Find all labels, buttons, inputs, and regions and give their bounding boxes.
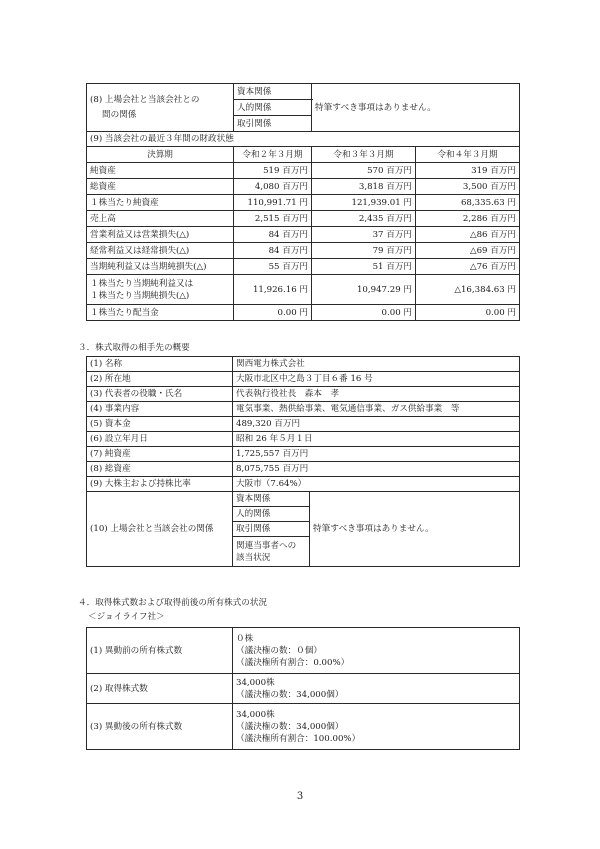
header-fy2021: 令和３年３月期 xyxy=(312,147,416,163)
value-line: （議決権の数：０個） xyxy=(236,645,322,656)
counterparty-table xyxy=(86,356,520,567)
row-label: 経常利益又は経常損失(△) xyxy=(87,243,234,259)
cell-value: 0.00 円 xyxy=(234,305,312,321)
cell-value: 84 百万円 xyxy=(234,243,312,259)
table-row xyxy=(87,477,520,492)
section4-subheading: ＜ジョイライフ社＞ xyxy=(88,612,165,622)
item9-label: (9) 当該会社の最近３年間の財政状態 xyxy=(87,132,520,147)
row-label: (3) 異動後の所有株式数 xyxy=(87,704,233,750)
table-row xyxy=(87,447,520,462)
row-label: (4) 事業内容 xyxy=(87,402,233,417)
eps-label-line2: １株当たり当期純損失(△) xyxy=(90,290,190,301)
cell-value: 3,818 百万円 xyxy=(312,179,416,195)
row-label: １株当たり純資産 xyxy=(87,195,234,211)
table-row xyxy=(87,628,520,674)
cell-value: 84 百万円 xyxy=(234,227,312,243)
related-party-status xyxy=(233,537,310,567)
row-label: (1) 異動前の所有株式数 xyxy=(87,628,233,674)
cell-value: 2,435 百万円 xyxy=(312,211,416,227)
cell-value: 55 百万円 xyxy=(234,259,312,275)
section4-heading: ４．取得株式数および取得前後の所有株式の状況 xyxy=(78,598,268,608)
cell-value: 大阪市北区中之島３丁目６番 16 号 xyxy=(233,372,520,387)
value-line: （議決権所有割合：0.00%） xyxy=(236,657,350,668)
table-row xyxy=(87,417,520,432)
cell-value: 3,500 百万円 xyxy=(416,179,520,195)
cell-value: 昭和 26 年５月１日 xyxy=(233,432,520,447)
related-party-line1: 関連当事者への xyxy=(236,540,297,551)
header-fy2020: 令和２年３月期 xyxy=(234,147,312,163)
row-label: (7) 純資産 xyxy=(87,447,233,462)
value-line: （議決権所有割合：100.00%） xyxy=(236,733,361,744)
cell-value: 11,926.16 円 xyxy=(234,275,312,305)
cell-value xyxy=(233,704,520,750)
table-row xyxy=(87,402,520,417)
table-row xyxy=(87,179,520,195)
table-row xyxy=(87,674,520,704)
cell-value: 0.00 円 xyxy=(312,305,416,321)
financial-condition-table xyxy=(86,83,520,321)
relation-business: 取引関係 xyxy=(234,116,312,132)
cell-value: 79 百万円 xyxy=(312,243,416,259)
cell-value: 8,075,755 百万円 xyxy=(233,462,520,477)
item8-label-line1: (8) 上場会社と当該会社との xyxy=(90,94,200,105)
section3-heading: ３．株式取得の相手先の概要 xyxy=(78,343,190,353)
table-row xyxy=(87,704,520,750)
table-row xyxy=(87,372,520,387)
value-line: 34,000株 xyxy=(236,709,275,720)
cell-value: 489,320 百万円 xyxy=(233,417,520,432)
relation-capital: 資本関係 xyxy=(233,492,310,507)
cell-value: 代表執行役社長 森本 孝 xyxy=(233,387,520,402)
value-line: 34,000株 xyxy=(236,677,275,688)
cell-value: 2,286 百万円 xyxy=(416,211,520,227)
cell-value: 319 百万円 xyxy=(416,163,520,179)
cell-value: △16,384.63 円 xyxy=(416,275,520,305)
table-row xyxy=(87,243,520,259)
table-row xyxy=(87,211,520,227)
row-label: (8) 総資産 xyxy=(87,462,233,477)
related-party-line2: 該当状況 xyxy=(236,552,271,563)
row-label: (9) 大株主および持株比率 xyxy=(87,477,233,492)
cell-value: 570 百万円 xyxy=(312,163,416,179)
relation-business: 取引関係 xyxy=(233,522,310,537)
row-label: (2) 所在地 xyxy=(87,372,233,387)
table-row xyxy=(87,432,520,447)
cell-value: △86 百万円 xyxy=(416,227,520,243)
item8-label xyxy=(87,84,234,132)
row-label: 当期純利益又は当期純損失(△) xyxy=(87,259,234,275)
table-row xyxy=(87,357,520,372)
cell-value: 2,515 百万円 xyxy=(234,211,312,227)
cell-value: 0.00 円 xyxy=(416,305,520,321)
cell-value: 110,991.71 円 xyxy=(234,195,312,211)
row-label: (6) 設立年月日 xyxy=(87,432,233,447)
cell-value: △76 百万円 xyxy=(416,259,520,275)
relation-personnel: 人的関係 xyxy=(233,507,310,522)
value-line: （議決権の数：34,000個） xyxy=(236,721,344,732)
cell-value: 1,725,557 百万円 xyxy=(233,447,520,462)
table-row xyxy=(87,227,520,243)
header-fy2022: 令和４年３月期 xyxy=(416,147,520,163)
value-line: （議決権の数：34,000個） xyxy=(236,689,344,700)
value-line: ０株 xyxy=(236,633,254,644)
header-period: 決算期 xyxy=(87,147,234,163)
table-row xyxy=(87,462,520,477)
cell-value xyxy=(233,628,520,674)
cell-value: 37 百万円 xyxy=(312,227,416,243)
cell-value: 51 百万円 xyxy=(312,259,416,275)
relation-capital: 資本関係 xyxy=(234,84,312,100)
table-row xyxy=(87,387,520,402)
table-row xyxy=(87,275,520,305)
row-label: 総資産 xyxy=(87,179,234,195)
cell-value: 519 百万円 xyxy=(234,163,312,179)
row-label: (1) 名称 xyxy=(87,357,233,372)
row-label: 営業利益又は営業損失(△) xyxy=(87,227,234,243)
row-label: 売上高 xyxy=(87,211,234,227)
shareholding-table xyxy=(86,627,520,750)
page-number: 3 xyxy=(296,791,304,802)
table-row xyxy=(87,163,520,179)
cell-value: 関西電力株式会社 xyxy=(233,357,520,372)
cell-value: 4,080 百万円 xyxy=(234,179,312,195)
cell-value: △69 百万円 xyxy=(416,243,520,259)
relation-personnel: 人的関係 xyxy=(234,100,312,116)
cell-value xyxy=(233,674,520,704)
row-label: (2) 取得株式数 xyxy=(87,674,233,704)
eps-label xyxy=(87,275,234,305)
table-row xyxy=(87,259,520,275)
cell-value: 電気事業、熱供給事業、電気通信事業、ガス供給事業 等 xyxy=(233,402,520,417)
item10-label: (10) 上場会社と当該会社の関係 xyxy=(87,492,233,567)
row-label: １株当たり配当金 xyxy=(87,305,234,321)
item8-label-line2: 間の関係 xyxy=(102,109,137,120)
cell-value: 10,947.29 円 xyxy=(312,275,416,305)
row-label: 純資産 xyxy=(87,163,234,179)
item8-note: 特筆すべき事項はありません。 xyxy=(312,84,520,132)
row-label: (3) 代表者の役職・氏名 xyxy=(87,387,233,402)
cell-value: 大阪市（7.64%） xyxy=(233,477,520,492)
cell-value: 121,939.01 円 xyxy=(312,195,416,211)
row-label: (5) 資本金 xyxy=(87,417,233,432)
cell-value: 68,335.63 円 xyxy=(416,195,520,211)
table-row xyxy=(87,195,520,211)
item10-note: 特筆すべき事項はありません。 xyxy=(310,492,520,567)
table-row xyxy=(87,305,520,321)
eps-label-line1: １株当たり当期純利益又は xyxy=(90,278,194,289)
